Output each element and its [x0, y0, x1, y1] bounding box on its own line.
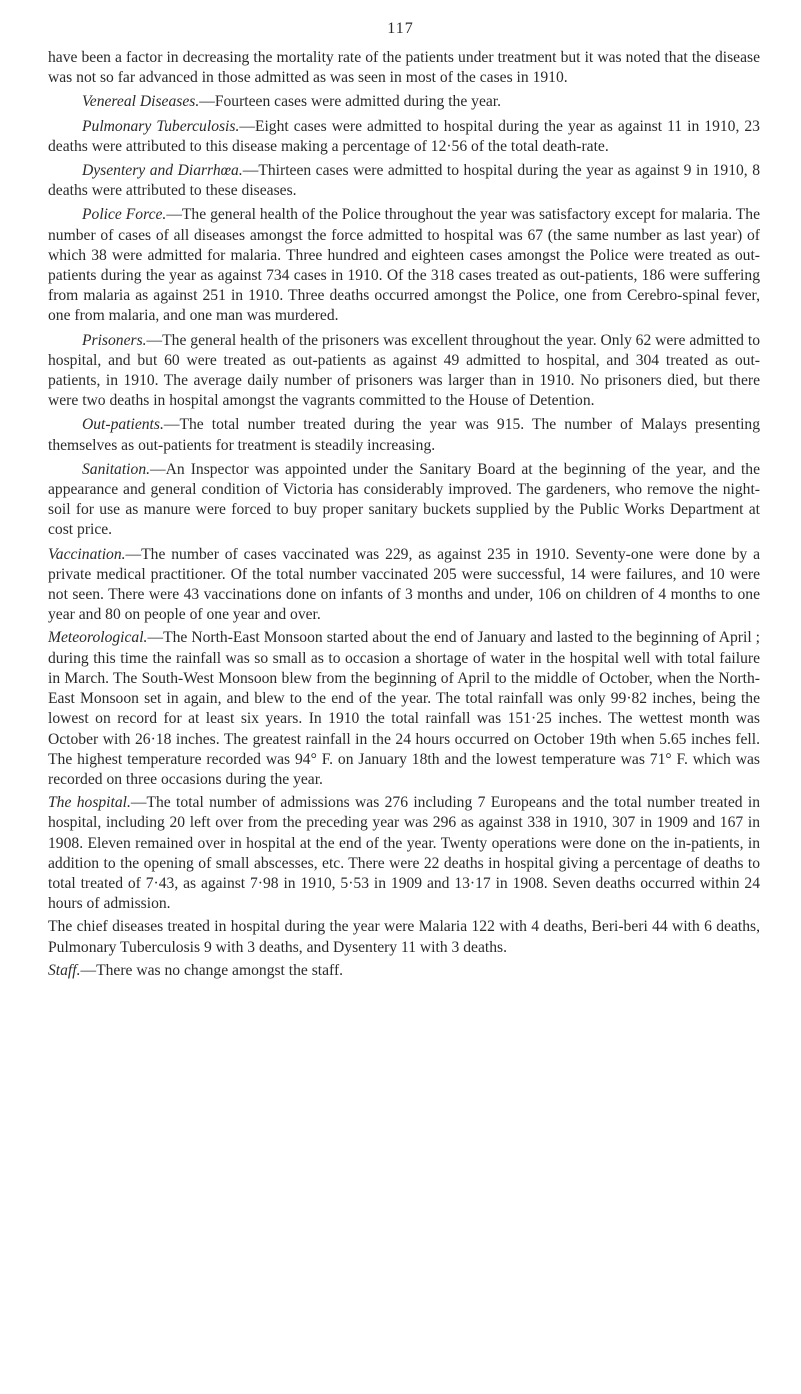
paragraph-text: —The general health of the prisoners was excellent throughout the year. Only 62 were admitted to hospital, and but 60 were treated as out-patients as against 49 admitted to hospital, and 304 treated as out-patients, in 1910. The average daily number of prisoners was larger than in 1910. No prisoners died, but there were two deaths in hospital amongst the vagrants committed to the House of Detention. [48, 331, 760, 410]
section-heading: Venereal Diseases. [82, 93, 200, 111]
section-heading: Sanitation. [82, 460, 151, 478]
section-heading: Police Force. [82, 206, 167, 224]
paragraph-continuation [48, 48, 760, 88]
section-heading: Dysentery and Diarrhœa. [82, 162, 243, 180]
paragraph-prisoners [48, 331, 760, 412]
paragraph-text: —Fourteen cases were admitted during the year. [199, 93, 502, 111]
paragraph-out-patients [48, 415, 760, 455]
section-heading: Out-patients. [82, 416, 164, 434]
paragraph-text: —The number of cases vaccinated was 229, as against 235 in 1910. Seventy-one were done by a private medical practitioner. Of the total number vaccinated 205 were successful, 14 were failures, and 10 were not seen. There were 43 vaccinations done on infants of 3 months and under, 106 on children of 4 months to one year and 80 on people of one year and over. [48, 545, 760, 624]
page-number: 117 [387, 20, 414, 37]
report-body [48, 48, 760, 984]
section-heading: Vaccination. [48, 545, 126, 563]
paragraph-venereal-diseases [48, 92, 760, 112]
paragraph-staff [48, 961, 760, 981]
paragraph-text: The chief diseases treated in hospital during the year were Malaria 122 with 4 deaths, Beri-beri 44 with 6 deaths, Pulmonary Tuberculosis 9 with 3 deaths, and Dysentery 11 with 3 deaths. [48, 918, 760, 956]
paragraph-text: —Eight cases were admitted to hospital during the year as against 11 in 1910, 23 deaths were attributed to this disease making a percentage of 12·56 of the total death-rate. [48, 117, 760, 155]
paragraph-text: —Thirteen cases were admitted to hospital during the year as against 9 in 1910, 8 deaths were attributed to these diseases. [48, 162, 760, 200]
paragraph-text: —The total number treated during the year was 915. The number of Malays presenting themselves as out-patients for treatment is steadily increasing. [48, 416, 760, 454]
section-heading: Prisoners. [82, 331, 147, 349]
section-heading: Meteorological. [48, 629, 148, 647]
paragraph-police-force [48, 205, 760, 326]
paragraph-text: have been a factor in decreasing the mortality rate of the patients under treatment but it was noted that the disease was not so far advanced in those admitted as was seen in most of the cases in 1910. [48, 49, 760, 87]
paragraph-sanitation [48, 460, 760, 541]
paragraph-meteorological [48, 628, 760, 790]
paragraph-hospital [48, 793, 760, 914]
section-heading: Staff. [48, 961, 81, 979]
paragraph-vaccination [48, 545, 760, 626]
paragraph-text: —The total number of admissions was 276 including 7 Europeans and the total number treated in hospital, including 20 left over from the preceding year was 296 as against 338 in 1910, 307 in 1909 and 167 in 1908. Eleven remained over in hospital at the end of the year. Twenty operations were done on the in-patients, in addition to the opening of small abscesses, etc. There were 22 deaths in hospital giving a percentage of deaths to total treated of 7·43, as against 7·98 in 1910, 5·53 in 1909 and 13·17 in 1908. Seven deaths occurred within 24 hours of admission. [48, 794, 760, 913]
section-heading: The hospital. [48, 794, 131, 812]
paragraph-text: —An Inspector was appointed under the Sanitary Board at the beginning of the year, and the appearance and general condition of Victoria has considerably improved. The gardeners, who remove the night-soil for use as manure were forced to buy proper sanitary buckets supplied by the Public Works Department at cost price. [48, 460, 760, 539]
paragraph-text: —The North-East Monsoon started about the end of January and lasted to the beginning of April ; during this time the rainfall was so small as to occasion a shortage of water in the hospital well with total failure in March. The South-West Monsoon blew from the beginning of April to the middle of October, when the North-East Monsoon set in again, and blew to the end of the year. The total rainfall was only 99·82 inches, being the lowest on record for at least six years. In 1910 the total rainfall was 151·25 inches. The wettest month was October with 26·18 inches. The greatest rainfall in the 24 hours occurred on October 19th when 5.65 inches fell. The highest temperature recorded was 94° F. on January 18th and the lowest temperature was 71° F. which was recorded on three occasions during the year. [48, 629, 760, 788]
section-heading: Pulmonary Tuberculosis. [82, 117, 240, 135]
paragraph-text: —There was no change amongst the staff. [80, 961, 344, 979]
paragraph-chief-diseases [48, 917, 760, 957]
paragraph-dysentery [48, 161, 760, 201]
paragraph-text: —The general health of the Police throughout the year was satisfactory except for malaria. The number of cases of all diseases amongst the force admitted to hospital was 67 (the same number as last year) of which 38 were admitted for malaria. Three hundred and eighteen cases amongst the Police were treated as out-patients during the year as against 734 cases in 1910. Of the 318 cases treated as out-patients, 186 were suffering from malaria as against 251 in 1910. Three deaths occurred amongst the Police, one from Cerebro-spinal fever, one from malaria, and one man was murdered. [48, 206, 760, 325]
paragraph-pulmonary-tuberculosis [48, 117, 760, 157]
